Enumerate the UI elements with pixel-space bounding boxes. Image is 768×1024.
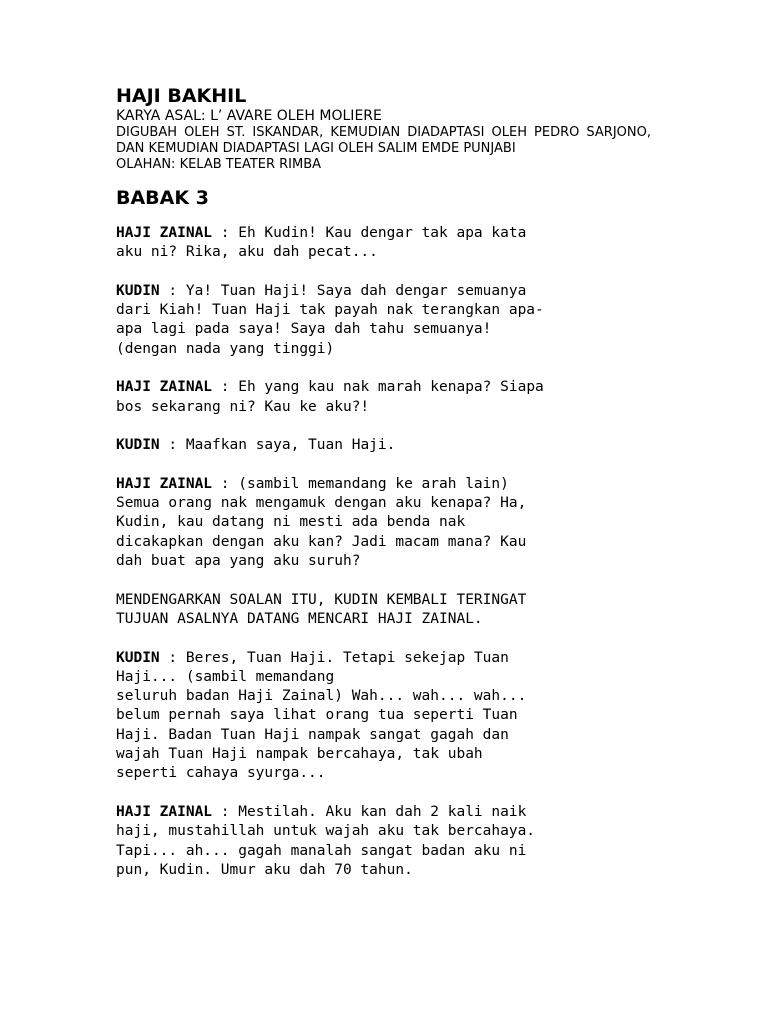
dialogue-text: Beres, Tuan Haji. Tetapi sekejap Tuan Haji... (sambil memandang seluruh badan Haji Zainal) Wah... wah... wah... belum pernah saya lihat orang tua seperti Tuan Haji. Badan Tuan Haji nampak sangat gagah dan wajah Tuan Haji nampak bercahaya, tak ubah seperti cahaya syurga...: [116, 649, 527, 782]
dialogue-text: Ya! Tuan Haji! Saya dah dengar semuanya dari Kiah! Tuan Haji tak payah nak terangkan apa- apa lagi pada saya! Saya dah tahu semuanya! (dengan nada yang tinggi): [116, 282, 544, 357]
speaker-separator: :: [212, 225, 239, 241]
babak-heading: BABAK 3: [116, 187, 209, 209]
speaker-separator: :: [159, 649, 186, 666]
digubah-line: DIGUBAH OLEH ST. ISKANDAR, KEMUDIAN DIADAPTASI OLEH PEDRO SARJONO, DAN KEMUDIAN DIADAPTASI LAGI OLEH SALIM EMDE PUNJABI: [116, 125, 651, 156]
speaker-name: KUDIN: [116, 649, 160, 666]
dialogue-text: (sambil memandang ke arah lain) Semua orang nak mengamuk dengan aku kenapa? Ha, Kudin, kau datang ni mesti ada benda nak dicakapkan dengan aku kan? Jadi macam mana? Kau dah buat apa yang aku suruh?: [116, 475, 527, 570]
dialogue-text: Mestilah. Aku kan dah 2 kali naik haji, mustahillah untuk wajah aku tak bercahaya. Tapi... ah... gagah manalah sangat badan aku ni pun, Kudin. Umur aku dah 70 tahun.: [116, 803, 536, 878]
speaker-name: KUDIN: [116, 437, 160, 454]
dialogue-5: [116, 475, 651, 571]
dialogue-1: [116, 224, 651, 263]
document-page: [116, 84, 651, 899]
script-body: [116, 224, 651, 880]
speaker-name: HAJI ZAINAL: [116, 475, 213, 492]
dialogue-text: Maafkan saya, Tuan Haji.: [185, 437, 396, 454]
speaker-name: HAJI ZAINAL: [116, 803, 213, 820]
dialogue-text: Eh yang kau nak marah kenapa? Siapa bos sekarang ni? Kau ke aku?!: [116, 379, 544, 415]
speaker-separator: :: [212, 803, 239, 820]
olahan-line: OLAHAN: KELAB TEATER RIMBA: [116, 157, 322, 172]
speaker-separator: :: [159, 282, 186, 299]
speaker-name: HAJI ZAINAL: [116, 379, 213, 396]
stage-direction-text: MENDENGARKAN SOALAN ITU, KUDIN KEMBALI TERINGAT TUJUAN ASALNYA DATANG MENCARI HAJI ZAINAL.: [116, 591, 527, 627]
dialogue-text: Eh Kudin! Kau dengar tak apa kata aku ni? Rika, aku dah pecat...: [116, 225, 527, 261]
dialogue-2: [116, 282, 651, 359]
stage-direction: [116, 591, 651, 630]
speaker-name: KUDIN: [116, 282, 160, 299]
dialogue-6: [116, 649, 651, 784]
speaker-separator: :: [159, 437, 186, 454]
speaker-separator: :: [212, 475, 239, 492]
dialogue-3: [116, 378, 651, 417]
speaker-name: HAJI ZAINAL: [116, 225, 213, 241]
speaker-separator: :: [212, 379, 239, 396]
dialogue-7: [116, 803, 651, 880]
document-title: HAJI BAKHIL: [116, 85, 247, 107]
dialogue-4: [116, 436, 651, 455]
karya-asal-line: KARYA ASAL: L’ AVARE OLEH MOLIERE: [116, 108, 382, 124]
